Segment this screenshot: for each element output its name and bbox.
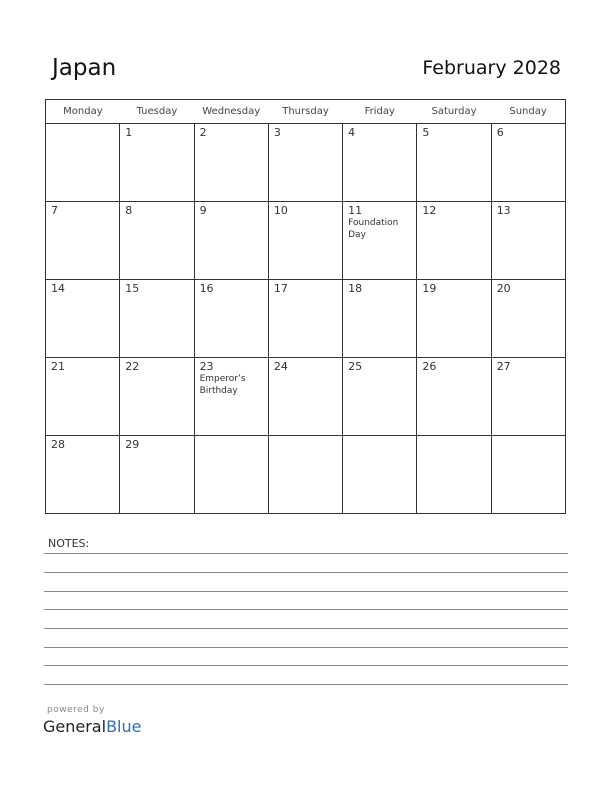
- day-number: 3: [273, 126, 281, 139]
- day-cell: [417, 124, 491, 202]
- day-cell: [120, 358, 194, 436]
- notes-line: [44, 609, 568, 610]
- country-title: Japan: [52, 55, 117, 81]
- day-number: 29: [125, 438, 140, 451]
- day-cell: [194, 358, 268, 436]
- day-cell: [343, 124, 417, 202]
- day-cell: [491, 358, 565, 436]
- day-cell: [417, 280, 491, 358]
- day-number: 28: [51, 438, 65, 451]
- day-number: 1: [125, 126, 133, 139]
- logo-blue: Blue: [106, 717, 142, 736]
- week-row: [46, 436, 566, 514]
- day-cell: [268, 280, 342, 358]
- day-number: 23: [199, 360, 214, 373]
- weekday-header: Saturday: [417, 100, 491, 124]
- week-row: [46, 358, 566, 436]
- day-cell: [194, 202, 268, 280]
- weekday-header: Tuesday: [120, 100, 194, 124]
- notes-line: [44, 591, 568, 592]
- calendar-grid: [45, 99, 566, 514]
- weekday-header: Monday: [46, 100, 120, 124]
- week-row: [46, 280, 566, 358]
- holiday-label: Foundation Day: [348, 218, 399, 240]
- day-number: [46, 124, 119, 126]
- day-cell: [194, 436, 268, 514]
- day-number: 6: [496, 126, 504, 139]
- day-cell: [46, 358, 120, 436]
- day-number: 5: [422, 126, 430, 139]
- day-number: 7: [51, 204, 58, 217]
- day-cell: [343, 280, 417, 358]
- day-cell: [491, 436, 565, 514]
- day-cell: [268, 436, 342, 514]
- weekday-header: Wednesday: [194, 100, 268, 124]
- generalblue-logo[interactable]: [43, 717, 141, 736]
- weekday-header-row: [46, 100, 566, 124]
- day-number: 11: [348, 204, 363, 217]
- notes-line: [44, 684, 568, 685]
- day-number: 19: [422, 282, 437, 295]
- day-cell: [120, 124, 194, 202]
- day-cell: [120, 436, 194, 514]
- notes-line: [44, 647, 568, 648]
- week-row: [46, 202, 566, 280]
- day-number: [343, 436, 416, 438]
- day-number: 21: [51, 360, 65, 373]
- day-number: 8: [125, 204, 133, 217]
- day-cell: [120, 202, 194, 280]
- day-number: [492, 436, 565, 438]
- day-cell: [343, 202, 417, 280]
- day-cell: [268, 358, 342, 436]
- day-number: 4: [348, 126, 356, 139]
- notes-line: [44, 628, 568, 629]
- logo-general: General: [43, 717, 107, 736]
- day-number: 10: [273, 204, 288, 217]
- day-cell: [343, 358, 417, 436]
- day-cell: [46, 124, 120, 202]
- notes-line: [44, 665, 568, 666]
- day-number: 25: [348, 360, 363, 373]
- day-cell: [491, 124, 565, 202]
- day-number: [417, 436, 490, 438]
- day-cell: [120, 280, 194, 358]
- day-number: 2: [199, 126, 207, 139]
- week-row: [46, 124, 566, 202]
- holiday-label: Emperor’s Birthday: [199, 374, 246, 396]
- day-cell: [417, 436, 491, 514]
- day-number: 22: [125, 360, 140, 373]
- day-number: 27: [496, 360, 511, 373]
- weekday-header: Friday: [343, 100, 417, 124]
- day-cell: [417, 202, 491, 280]
- month-title: February 2028: [422, 57, 561, 79]
- day-cell: [268, 202, 342, 280]
- day-number: 12: [422, 204, 437, 217]
- day-number: 17: [273, 282, 288, 295]
- day-number: 26: [422, 360, 437, 373]
- weekday-header: Sunday: [491, 100, 565, 124]
- day-cell: [46, 436, 120, 514]
- day-cell: [194, 124, 268, 202]
- day-number: 13: [496, 204, 511, 217]
- day-number: [269, 436, 342, 438]
- day-number: 18: [348, 282, 363, 295]
- day-number: 14: [51, 282, 65, 295]
- powered-by-label: powered by: [47, 705, 105, 715]
- day-number: 16: [199, 282, 214, 295]
- day-cell: [268, 124, 342, 202]
- day-number: 20: [496, 282, 511, 295]
- day-cell: [46, 280, 120, 358]
- day-cell: [343, 436, 417, 514]
- notes-line: [44, 553, 568, 554]
- day-number: 24: [273, 360, 288, 373]
- day-number: [195, 436, 268, 438]
- day-cell: [194, 280, 268, 358]
- day-number: 9: [199, 204, 207, 217]
- day-cell: [491, 280, 565, 358]
- notes-label: NOTES:: [48, 537, 90, 550]
- day-number: 15: [125, 282, 140, 295]
- weekday-header: Thursday: [268, 100, 342, 124]
- day-cell: [46, 202, 120, 280]
- day-cell: [491, 202, 565, 280]
- day-cell: [417, 358, 491, 436]
- notes-line: [44, 572, 568, 573]
